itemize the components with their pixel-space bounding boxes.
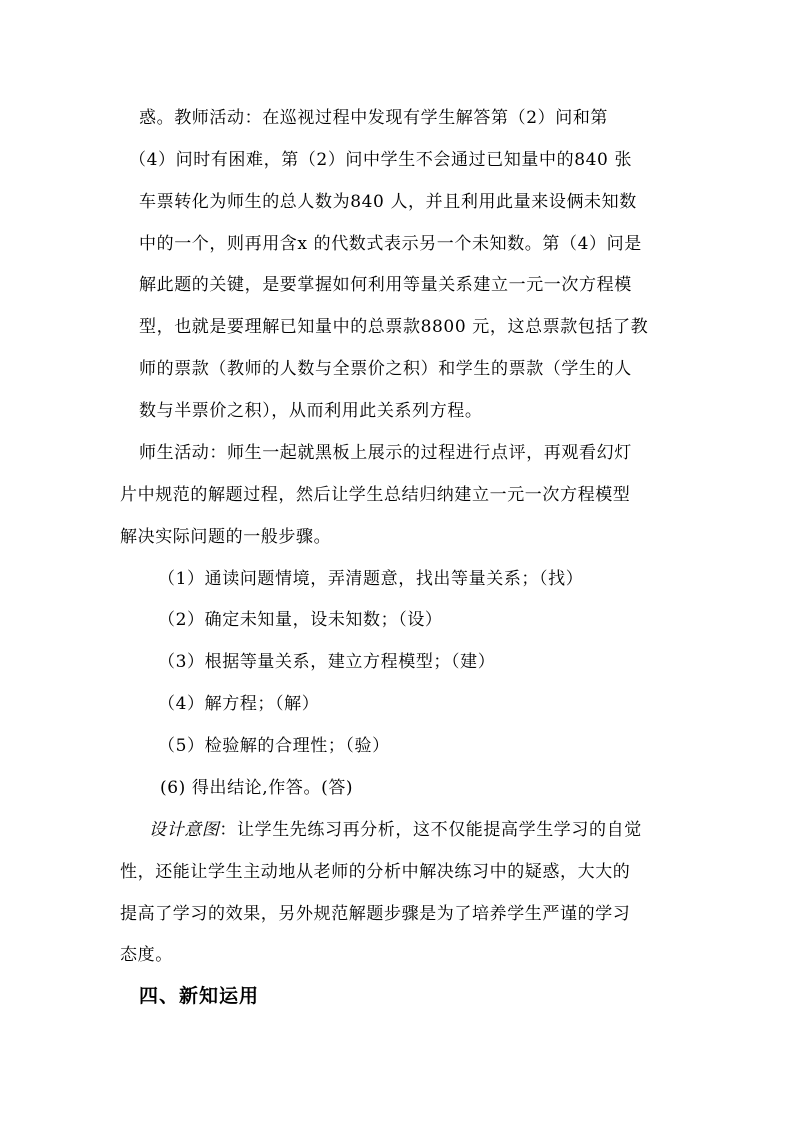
paragraph-1-line: （4）问时有困难，第（2）问中学生不会通过已知量中的840 张 (129, 150, 633, 170)
design-intent-text: ：让学生先练习再分析，这不仅能提高学生学习的自觉 (219, 820, 642, 840)
design-intent-line: 态度。 (120, 945, 173, 965)
step-item: （2）确定未知量，设未知数；（设） (158, 610, 443, 630)
step-item: (6) 得出结论,作答。(答) (160, 778, 354, 798)
step-item: （1）通读问题情境，弄清题意，找出等量关系；（找） (158, 569, 584, 589)
design-intent-line (149, 819, 642, 841)
step-item: （5）检验解的合理性；（验） (158, 736, 390, 756)
paragraph-1-line: 惑。教师活动：在巡视过程中发现有学生解答第（2）问和第 (139, 108, 609, 128)
paragraph-2-line: 师生活动：师生一起就黑板上展示的过程进行点评，再观看幻灯 (139, 443, 632, 463)
design-intent-line: 性，还能让学生主动地从老师的分析中解决练习中的疑惑，大大的 (120, 862, 631, 882)
paragraph-2-line: 解决实际问题的一般步骤。 (120, 527, 332, 547)
step-item: （4）解方程；（解） (158, 694, 320, 714)
paragraph-1-line: 解此题的关键，是要掌握如何利用等量关系建立一元一次方程模 (139, 275, 632, 295)
design-intent-label: 设计意图 (149, 820, 220, 840)
paragraph-1-line: 车票转化为师生的总人数为840 人，并且利用此量来设俩未知数 (139, 192, 637, 212)
paragraph-1-line: 中的一个，则再用含x 的代数式表示另一个未知数。第（4）问是 (139, 234, 642, 254)
step-item: （3）根据等量关系，建立方程模型；（建） (158, 652, 496, 672)
paragraph-1-line: 数与半票价之积），从而利用此关系列方程。 (139, 401, 483, 421)
paragraph-2-line: 片中规范的解题过程，然后让学生总结归纳建立一元一次方程模型 (120, 485, 631, 505)
paragraph-1-line: 师的票款（教师的人数与全票价之积）和学生的票款（学生的人 (139, 359, 632, 379)
paragraph-1-line: 型，也就是要理解已知量中的总票款8800 元，这总票款包括了教 (139, 317, 649, 337)
section-heading: 四、新知运用 (139, 985, 260, 1007)
design-intent-line: 提高了学习的效果，另外规范解题步骤是为了培养学生严谨的学习 (120, 904, 631, 924)
